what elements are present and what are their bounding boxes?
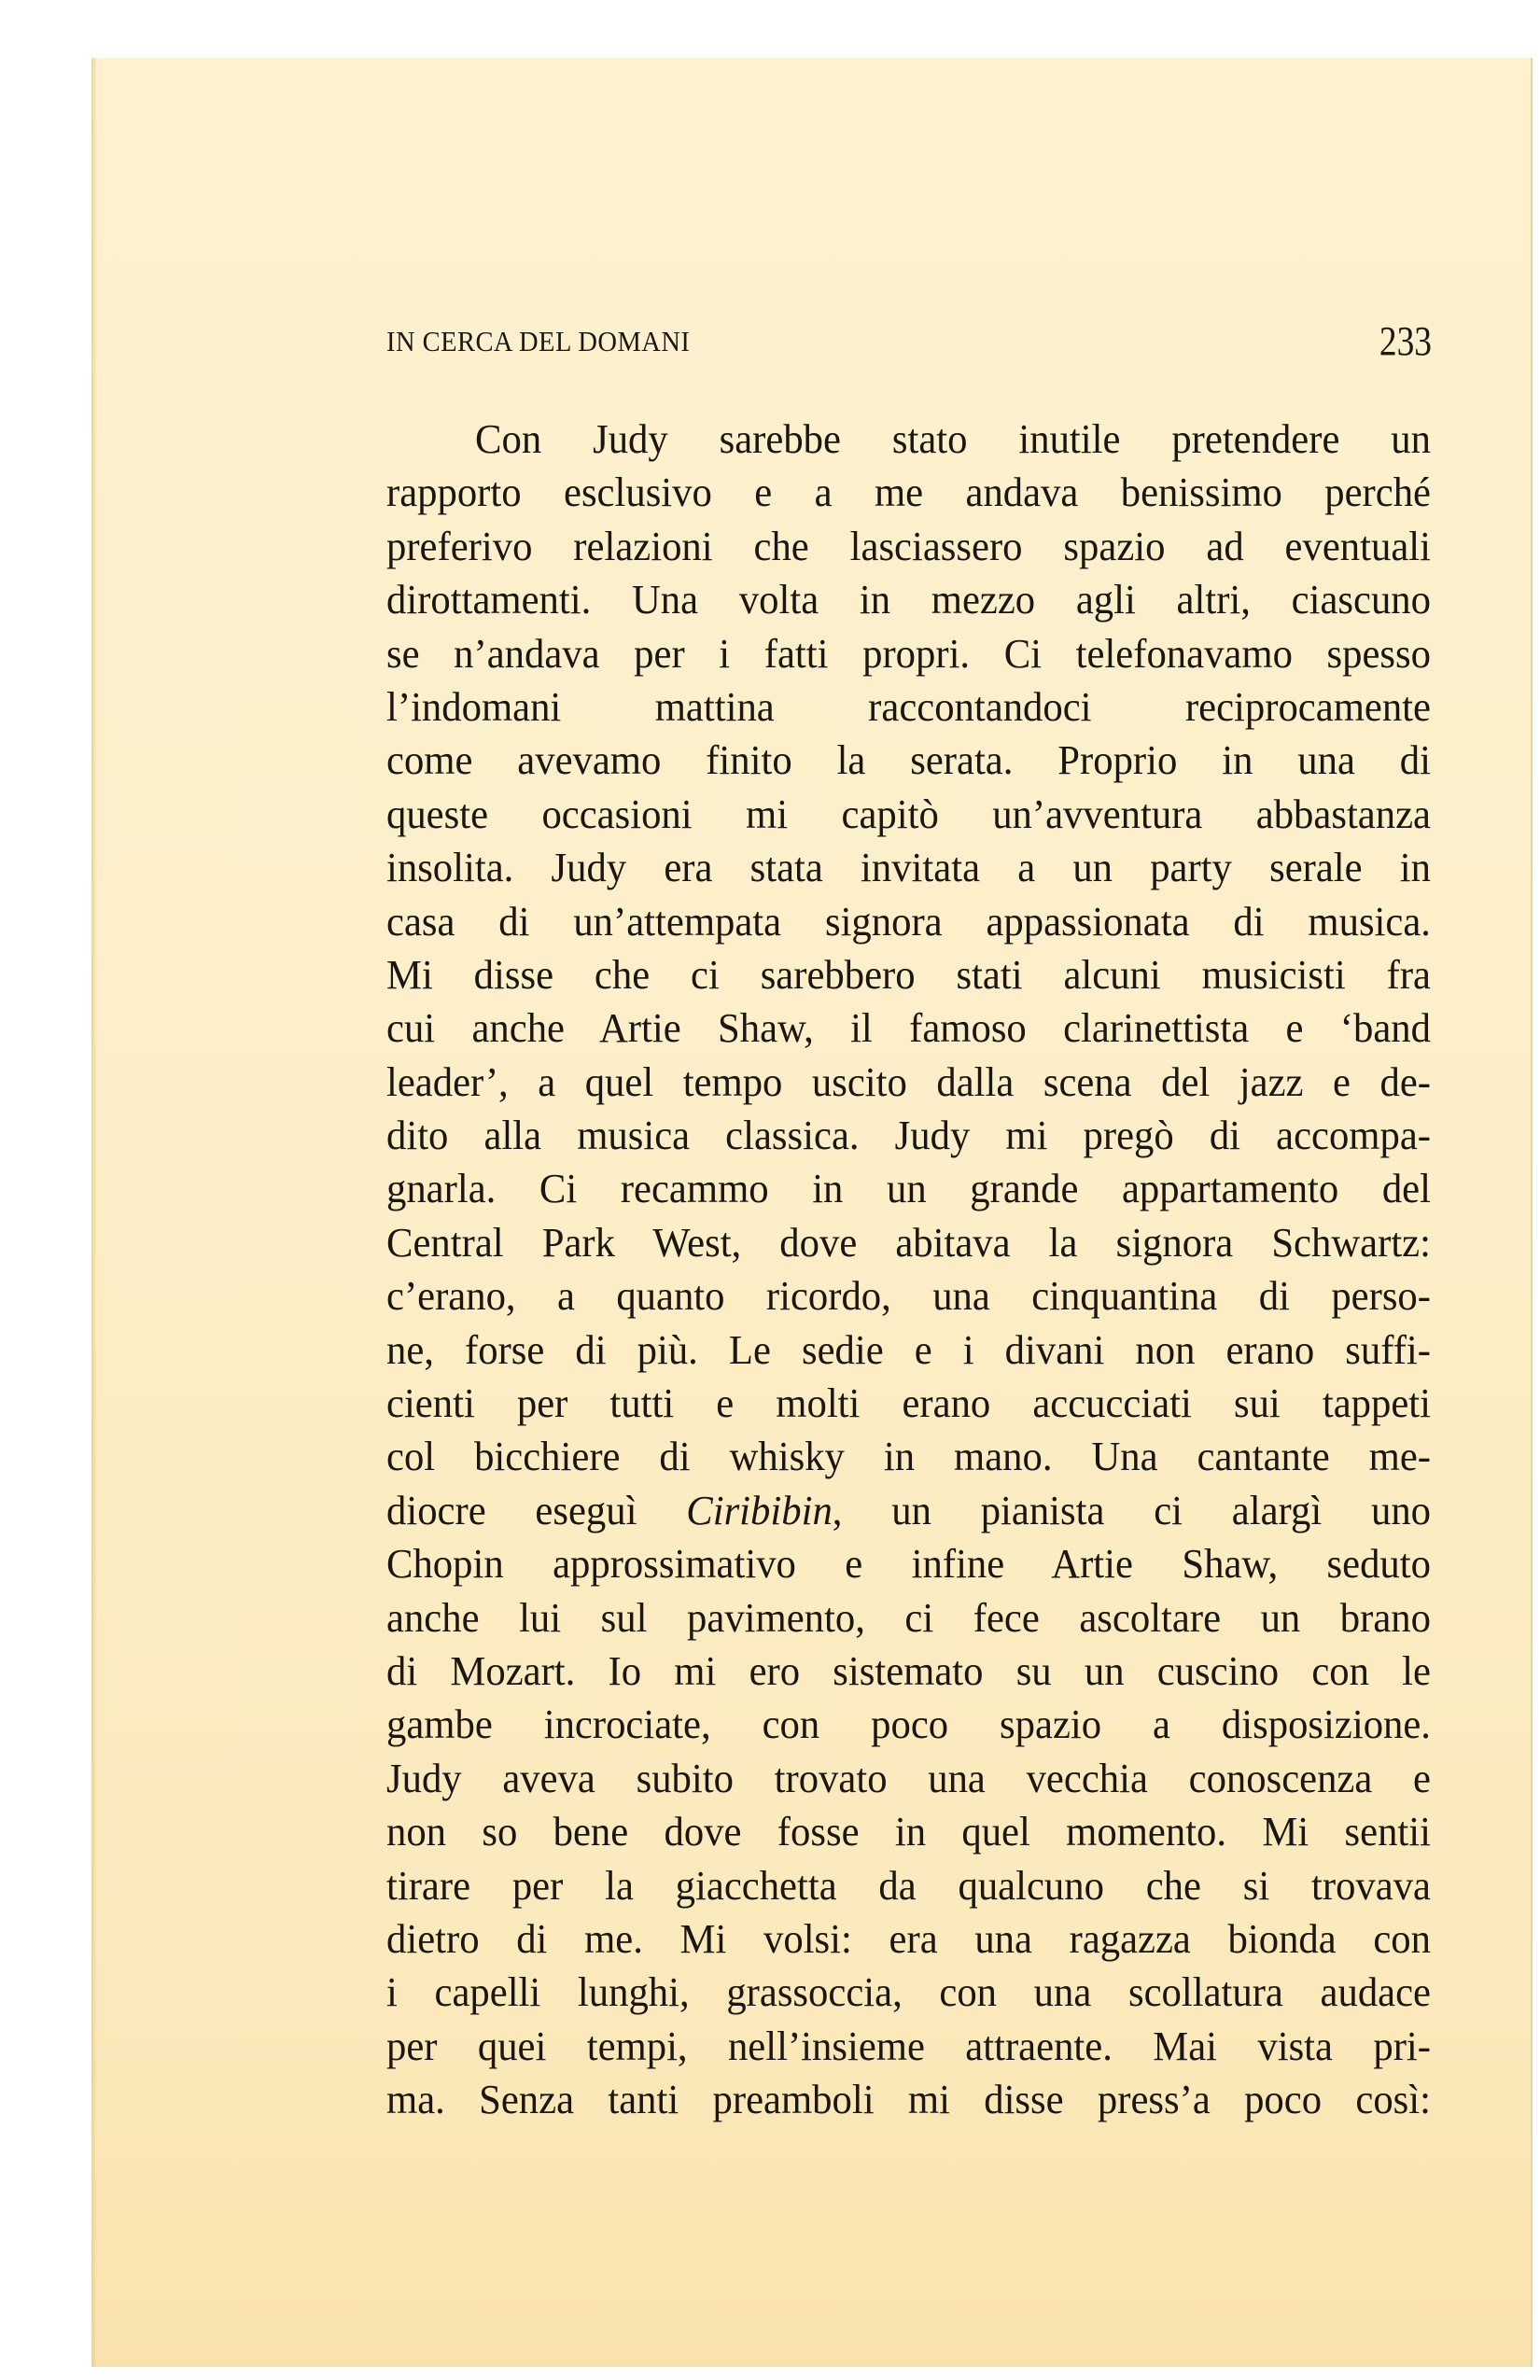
running-header — [386, 317, 1432, 364]
text-line: gambe incrociate, con poco spazio a disposizione. — [386, 1701, 1431, 1748]
body-paragraph — [386, 413, 1432, 2127]
text-line: rapporto esclusivo e a me andava benissimo perché — [386, 469, 1431, 516]
text-line: leader’, a quel tempo uscito dalla scena del jazz e de- — [386, 1058, 1431, 1105]
text-line: cui anche Artie Shaw, il famoso clarinettista e ‘band — [386, 1005, 1431, 1052]
text-line: dirottamenti. Una volta in mezzo agli altri, ciascuno — [386, 577, 1431, 623]
text-line: di Mozart. Io mi ero sistemato su un cuscino con le — [386, 1647, 1431, 1694]
text-line: l’indomani mattina raccontandoci reciprocamente — [386, 683, 1431, 730]
text-line: Central Park West, dove abitava la signora Schwartz: — [386, 1219, 1431, 1266]
running-title: IN CERCA DEL DOMANI — [386, 325, 691, 357]
text-line: c’erano, a quanto ricordo, una cinquantina di perso- — [386, 1273, 1431, 1320]
text-line: col bicchiere di whisky in mano. Una cantante me- — [386, 1434, 1431, 1480]
text-line: cienti per tutti e molti erano accucciati sui tappeti — [386, 1380, 1431, 1427]
text-line: queste occasioni mi capitò un’avventura abbastanza — [386, 791, 1431, 837]
text-line: Mi disse che ci sarebbero stati alcuni musicisti fra — [386, 951, 1431, 998]
text-line: se n’andava per i fatti propri. Ci telefonavamo spesso — [386, 630, 1431, 677]
text-line: ma. Senza tanti preamboli mi disse press’a poco così: — [386, 2077, 1431, 2123]
text-line: Judy aveva subito trovato una vecchia conoscenza e — [386, 1755, 1431, 1801]
text-line: i capelli lunghi, grassoccia, con una scollatura audace — [386, 1969, 1431, 2016]
text-line: Chopin approssimativo e infine Artie Shaw, seduto — [386, 1541, 1431, 1588]
text-line: dietro di me. Mi volsi: era una ragazza bionda con — [386, 1915, 1431, 1962]
text-line: ne, forse di più. Le sedie e i divani non erano suffi- — [386, 1326, 1431, 1373]
song-title-italic: Ciribibin — [686, 1487, 833, 1533]
text-line: dito alla musica classica. Judy mi pregò di accompa- — [386, 1113, 1431, 1159]
book-page — [91, 58, 1533, 2367]
text-line: Con Judy sarebbe stato inutile pretendere un — [475, 416, 1431, 462]
text-line: gnarla. Ci recammo in un grande appartamento del — [386, 1166, 1431, 1212]
text-line: preferivo relazioni che lasciassero spazio ad eventuali — [386, 523, 1431, 569]
text-line: insolita. Judy era stata invitata a un party serale in — [386, 845, 1431, 891]
text-line: tirare per la giacchetta da qualcuno che si trovava — [386, 1862, 1431, 1909]
text-line: casa di un’attempata signora appassionata di musica. — [386, 898, 1431, 945]
text-fragment: , un pianista ci alargì uno — [832, 1487, 1432, 1533]
text-line: come avevamo finito la serata. Proprio in una di — [386, 737, 1431, 784]
text-line — [386, 1484, 1431, 1537]
page-number: 233 — [1379, 318, 1432, 364]
text-line: anche lui sul pavimento, ci fece ascoltare un brano — [386, 1594, 1431, 1641]
text-line: per quei tempi, nell’insieme attraente. Mai vista pri- — [386, 2023, 1431, 2069]
text-fragment: diocre eseguì — [386, 1487, 637, 1533]
text-line: non so bene dove fosse in quel momento. Mi sentii — [386, 1809, 1431, 1855]
